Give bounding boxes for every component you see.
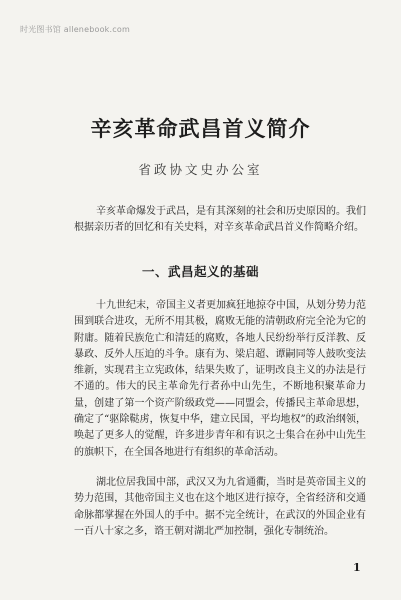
- article-author: 省政协文史办公室: [138, 162, 263, 177]
- section-heading: 一、武昌起义的基础: [141, 264, 259, 279]
- body-paragraph-1: 十九世纪末，帝国主义者更加疯狂地掠夺中国，从划分势力范围到联合进攻，无所不用其极，腐败无能的清朝政府完全沦为它的附庸。随着民族危亡和清廷的腐败，各地人民纷纷举行反洋教、反暴政、反外人压迫的斗争。康有为、梁启超、谭嗣同等人鼓吹变法维新，实现君主立宪政体，结果失败了，证明改良主义的办法是行不通的。伟大的民主革命先行者孙中山先生，不断地积聚革命力量，创建了第一个资产阶级政党——同盟会，传播民主革命思想，确定了“驱除鞑虏，恢复中华，建立民国，平均地权”的政治纲领，唤起了更多人的觉醒，许多进步青年和有识之士集合在孙中山先生的旗帜下，在全国各地进行有组织的革命活动。: [74, 300, 366, 458]
- intro-paragraph: 辛亥革命爆发于武昌，是有其深刻的社会和历史原因的。我们根据亲历者的回忆和有关史料，对辛亥革命武昌首义作简略介绍。: [74, 206, 366, 233]
- page-number: 1: [353, 561, 361, 574]
- article-title: 辛亥革命武昌首义简介: [90, 117, 311, 141]
- site-watermark: 时光图书馆 allenebook.com: [20, 25, 130, 34]
- body-paragraph-2: 湖北位居我国中部，武汉又为九省通衢，当时是英帝国主义的势力范围，其他帝国主义也在这个地区进行掠夺，全省经济和交通命脉都掌握在外国人的手中。据不完全统计，在武汉的外国企业有一百八十家之多，谘王朝对湖北严加控制，强化专制统治。: [74, 477, 366, 537]
